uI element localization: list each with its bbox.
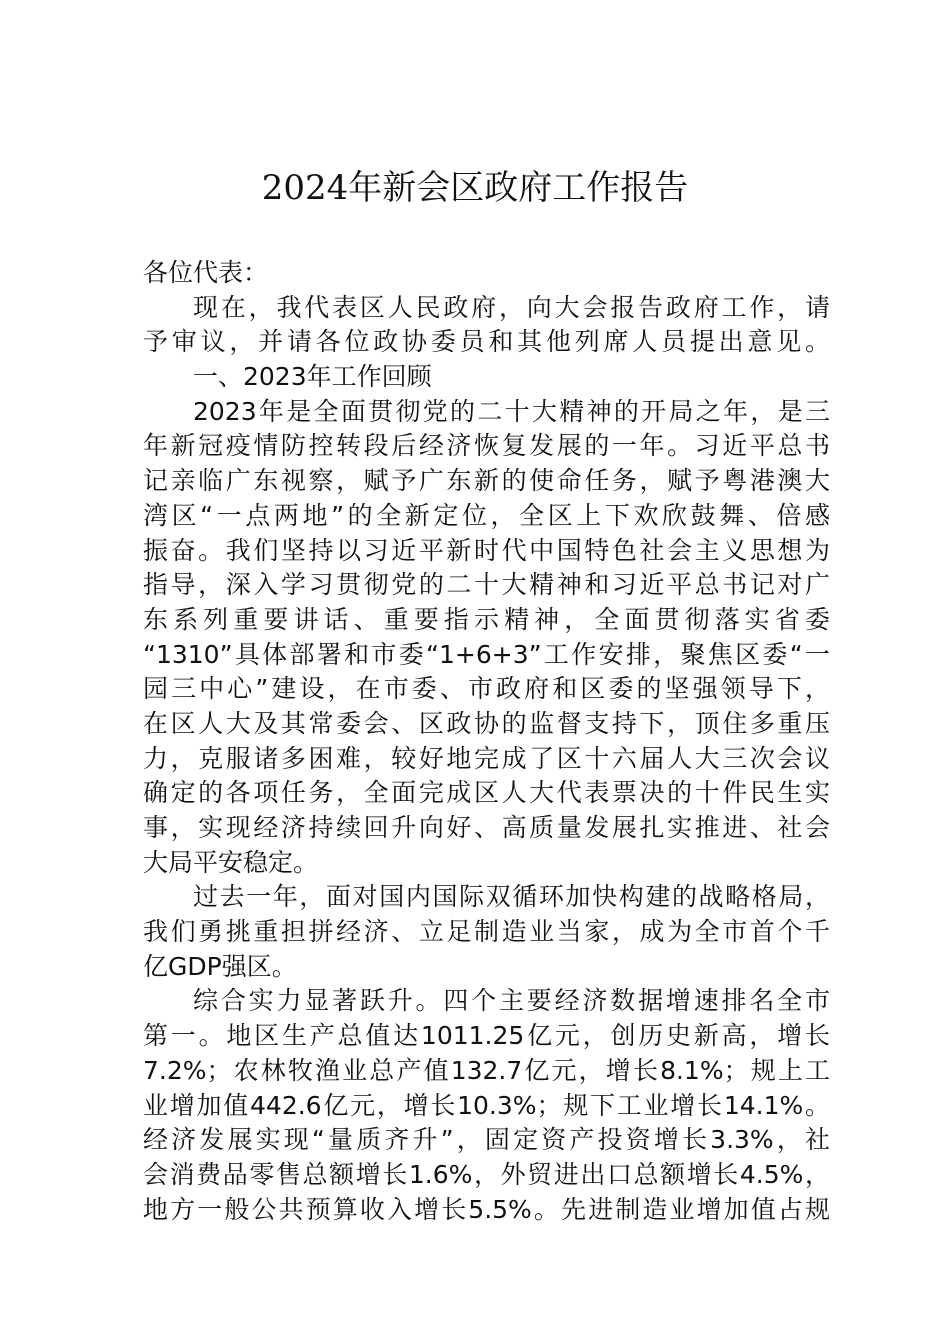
paragraph-line: “1310”具体部署和市委“1+6+3”工作安排，聚焦区委“一 — [143, 639, 830, 669]
paragraph-line: 地方一般公共预算收入增长5.5%。先进制造业增加值占规 — [143, 1194, 830, 1224]
paragraph-line: 年新冠疫情防控转段后经济恢复发展的一年。习近平总书 — [143, 431, 830, 461]
paragraph-line: 东系列重要讲话、重要指示精神，全面贯彻落实省委 — [143, 604, 830, 634]
paragraph-line: 予审议，并请各位政协委员和其他列席人员提出意见。 — [143, 327, 830, 357]
paragraph-line: 现在，我代表区人民政府，向大会报告政府工作，请 — [193, 292, 830, 322]
paragraph-line: 过去一年，面对国内国际双循环加快构建的战略格局， — [193, 882, 830, 912]
paragraph-line: 确定的各项任务，全面完成区人大代表票决的十件民生实 — [143, 778, 830, 808]
paragraph-line: 振奋。我们坚持以习近平新时代中国特色社会主义思想为 — [143, 535, 830, 565]
document-body — [143, 256, 830, 1227]
paragraph-line: 业增加值442.6亿元，增长10.3%；规下工业增长14.1%。 — [143, 1090, 830, 1120]
paragraph-line: 经济发展实现“量质齐升”，固定资产投资增长3.3%，社 — [143, 1125, 830, 1155]
document-title: 2024年新会区政府工作报告 — [261, 168, 689, 208]
paragraph-line: 指导，深入学习贯彻党的二十大精神和习近平总书记对广 — [143, 570, 830, 600]
paragraph-line: 综合实力显著跃升。四个主要经济数据增速排名全市 — [193, 986, 830, 1016]
paragraph-line: 事，实现经济持续回升向好、高质量发展扎实推进、社会 — [143, 813, 830, 842]
paragraph-line: 大局平安稳定。 — [143, 847, 319, 877]
paragraph-line: 2023年是全面贯彻党的二十大精神的开局之年，是三 — [193, 396, 830, 426]
paragraph-line: 记亲临广东视察，赋予广东新的使命任务，赋予粤港澳大 — [143, 466, 830, 496]
paragraph-line: 会消费品零售总额增长1.6%，外贸进出口总额增长4.5%， — [143, 1159, 830, 1189]
paragraph-line: 在区人大及其常委会、区政协的监督支持下，顶住多重压 — [143, 708, 830, 738]
paragraph-line: 我们勇挑重担拼经济、立足制造业当家，成为全市首个千 — [143, 917, 830, 947]
paragraph-line: 亿GDP强区。 — [143, 951, 297, 981]
paragraph-line: 第一。地区生产总值达1011.25亿元，创历史新高，增长 — [143, 1021, 830, 1051]
salutation: 各位代表： — [143, 258, 269, 287]
paragraph-line: 园三中心”建设，在市委、市政府和区委的坚强领导下， — [143, 674, 830, 704]
paragraph-line: 7.2%；农林牧渔业总产值132.7亿元，增长8.1%；规上工 — [143, 1055, 830, 1085]
paragraph-line: 力，克服诸多困难，较好地完成了区十六届人大三次会议 — [143, 743, 830, 773]
paragraph-line: 湾区“一点两地”的全新定位，全区上下欢欣鼓舞、倍感 — [143, 500, 830, 530]
section-heading: 一、2023年工作回顾 — [193, 362, 432, 392]
